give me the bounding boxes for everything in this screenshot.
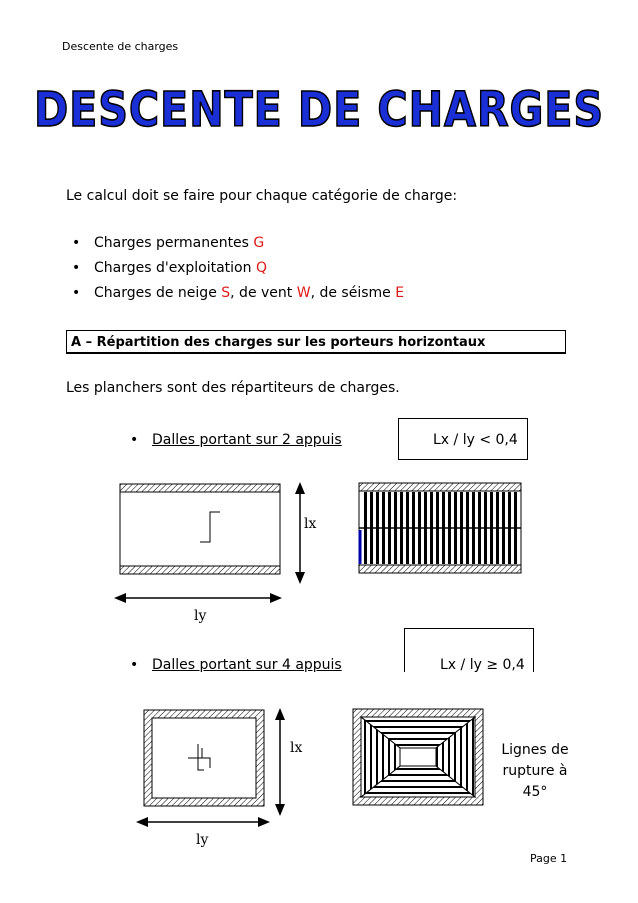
list-item-text: Charges permanentes [94,235,254,251]
load-symbol: W [296,285,311,301]
page-number: Page 1 [530,852,568,865]
two-support-slab-diagram [110,478,340,638]
intro-text: Le calcul doit se faire pour chaque catégorie de charge: [66,188,458,204]
planchers-text: Les planchers sont des répartiteurs de charges. [66,380,400,396]
list-item [94,235,264,251]
load-symbol: S [221,285,231,301]
list-item [94,285,404,301]
list-item-text: Charges d'exploitation [94,260,256,276]
rupture-note-line: rupture à [502,763,568,779]
list-item-text: , de vent [230,285,297,301]
case2-ratio: Lx / ly ≥ 0,4 [440,657,525,673]
list-item-text: , de séisme [310,285,396,301]
case2-ly-label: ly [196,832,209,848]
two-support-strips-diagram [358,482,528,578]
load-symbol: G [253,235,265,251]
case1-ratio: Lx / ly < 0,4 [433,432,518,448]
case2-lx-label: lx [290,740,303,756]
rupture-lines-diagram [352,708,486,808]
rupture-note-line: Lignes de [501,742,569,758]
section-a-heading: A – Répartition des charges sur les porteurs horizontaux [66,330,566,354]
case2-label: • Dalles portant sur 4 appuis [152,657,342,673]
case1-ratio-box [398,418,528,460]
page-title [0,78,638,138]
case1-ly-label: ly [194,608,207,624]
case1-lx-label: lx [304,516,317,532]
list-item [94,260,267,276]
load-symbol: Q [255,260,267,276]
list-item-text: Charges de neige [94,285,222,301]
rupture-note-line: 45° [522,784,548,800]
page-title-text: DESCENTE DE CHARGES [34,82,604,138]
load-symbol: E [395,285,405,301]
running-header: Descente de charges [62,40,179,53]
four-support-slab-diagram [132,704,312,844]
case1-label: • Dalles portant sur 2 appuis [152,432,342,448]
rupture-note [490,740,580,803]
